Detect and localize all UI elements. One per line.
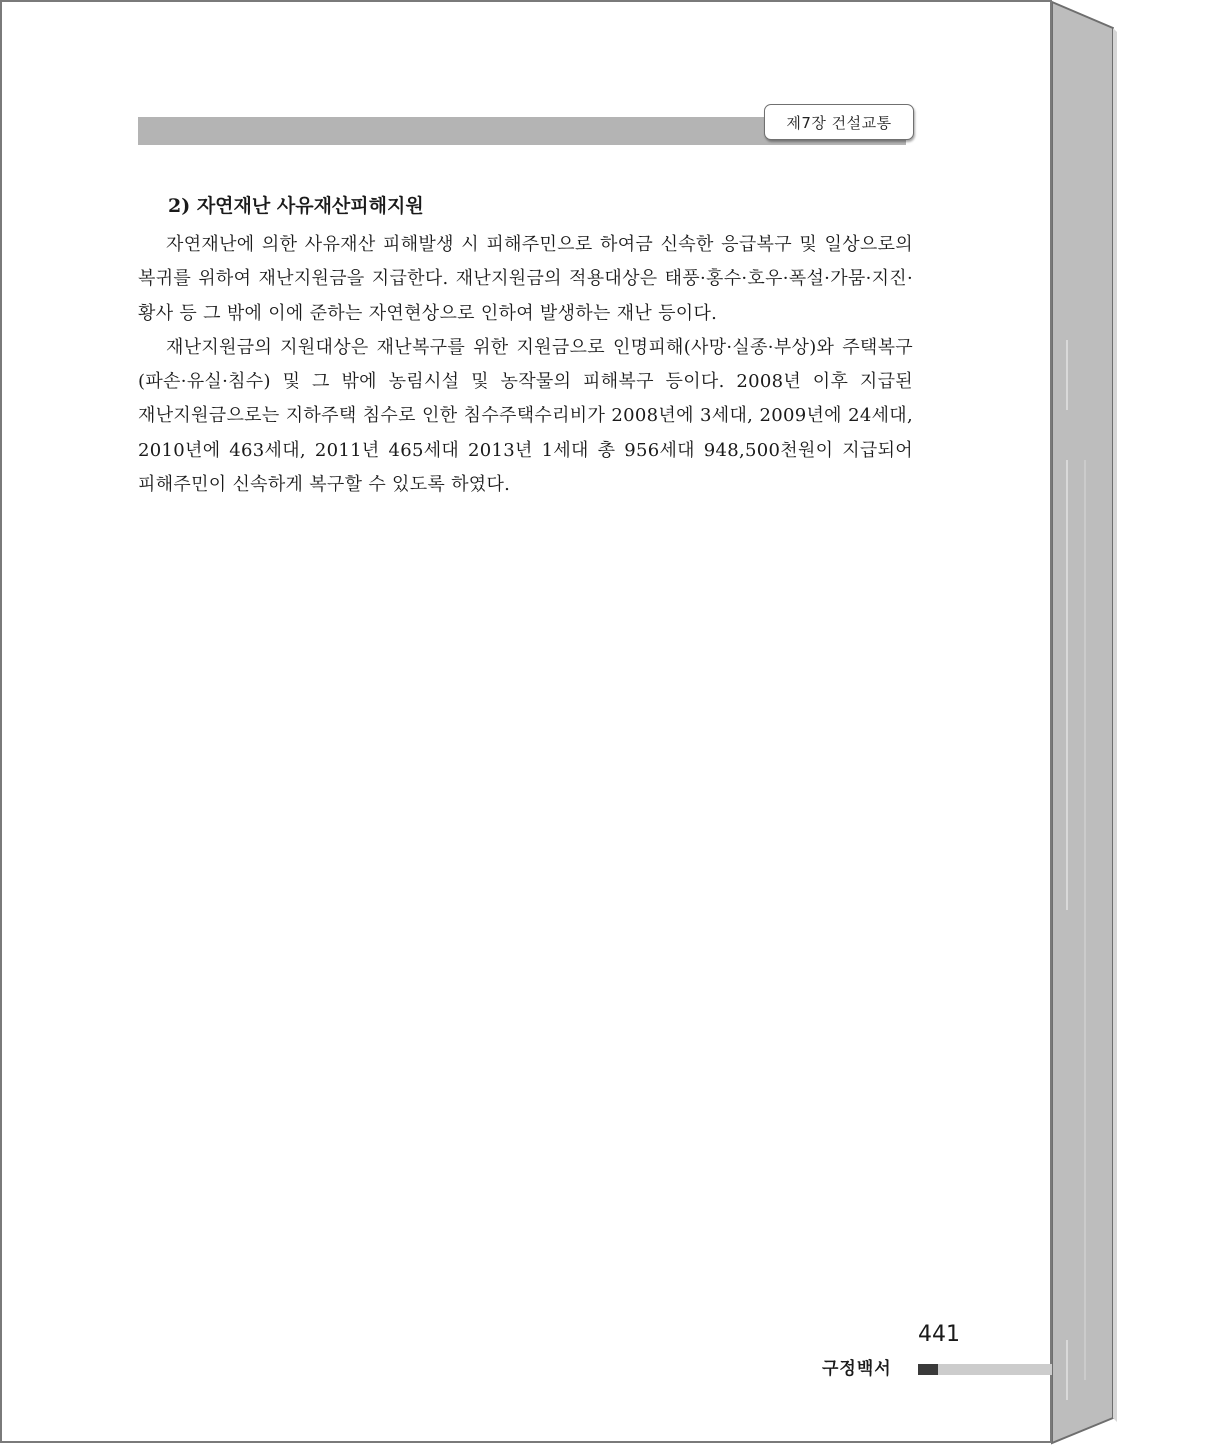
section-heading: 2) 자연재난 사유재산피해지원	[168, 195, 424, 217]
paragraph: 자연재난에 의한 사유재산 피해발생 시 피해주민으로 하여금 신속한 응급복구 및 일상으로의 복귀를 위하여 재난지원금을 지급한다. 재난지원금의 적용대상은 태풍·홍수·호우·폭설·가뭄·지진·황사 등 그 밖에 이에 준하는 자연현상으로 인하여 발생하는 재난 등이다.	[138, 234, 913, 324]
chapter-label: 제7장 건설교통	[786, 113, 892, 132]
page-number: 441	[918, 1322, 960, 1347]
footer-bar	[938, 1364, 1052, 1375]
paragraph: 재난지원금의 지원대상은 재난복구를 위한 지원금으로 인명피해(사망·실종·부상)와 주택복구(파손·유실·침수) 및 그 밖에 농림시설 및 농작물의 피해복구 등이다. 2008년 이후 지급된 재난지원금으로는 지하주택 침수로 인한 침수주택수리비가 2008년에 3세대, 2009년에 24세대, 2010년에 463세대, 2011년 465세대 2013년 1세대 총 956세대 948,500천원이 지급되어 피해주민이 신속하게 복구할 수 있도록 하였다.	[138, 336, 913, 496]
chapter-tab	[764, 104, 914, 140]
page-content	[138, 190, 913, 502]
spine-shadow	[1113, 28, 1117, 1422]
book-title: 구정백서	[822, 1359, 892, 1379]
spine-face	[1052, 2, 1113, 1443]
footer-marker	[918, 1364, 938, 1375]
